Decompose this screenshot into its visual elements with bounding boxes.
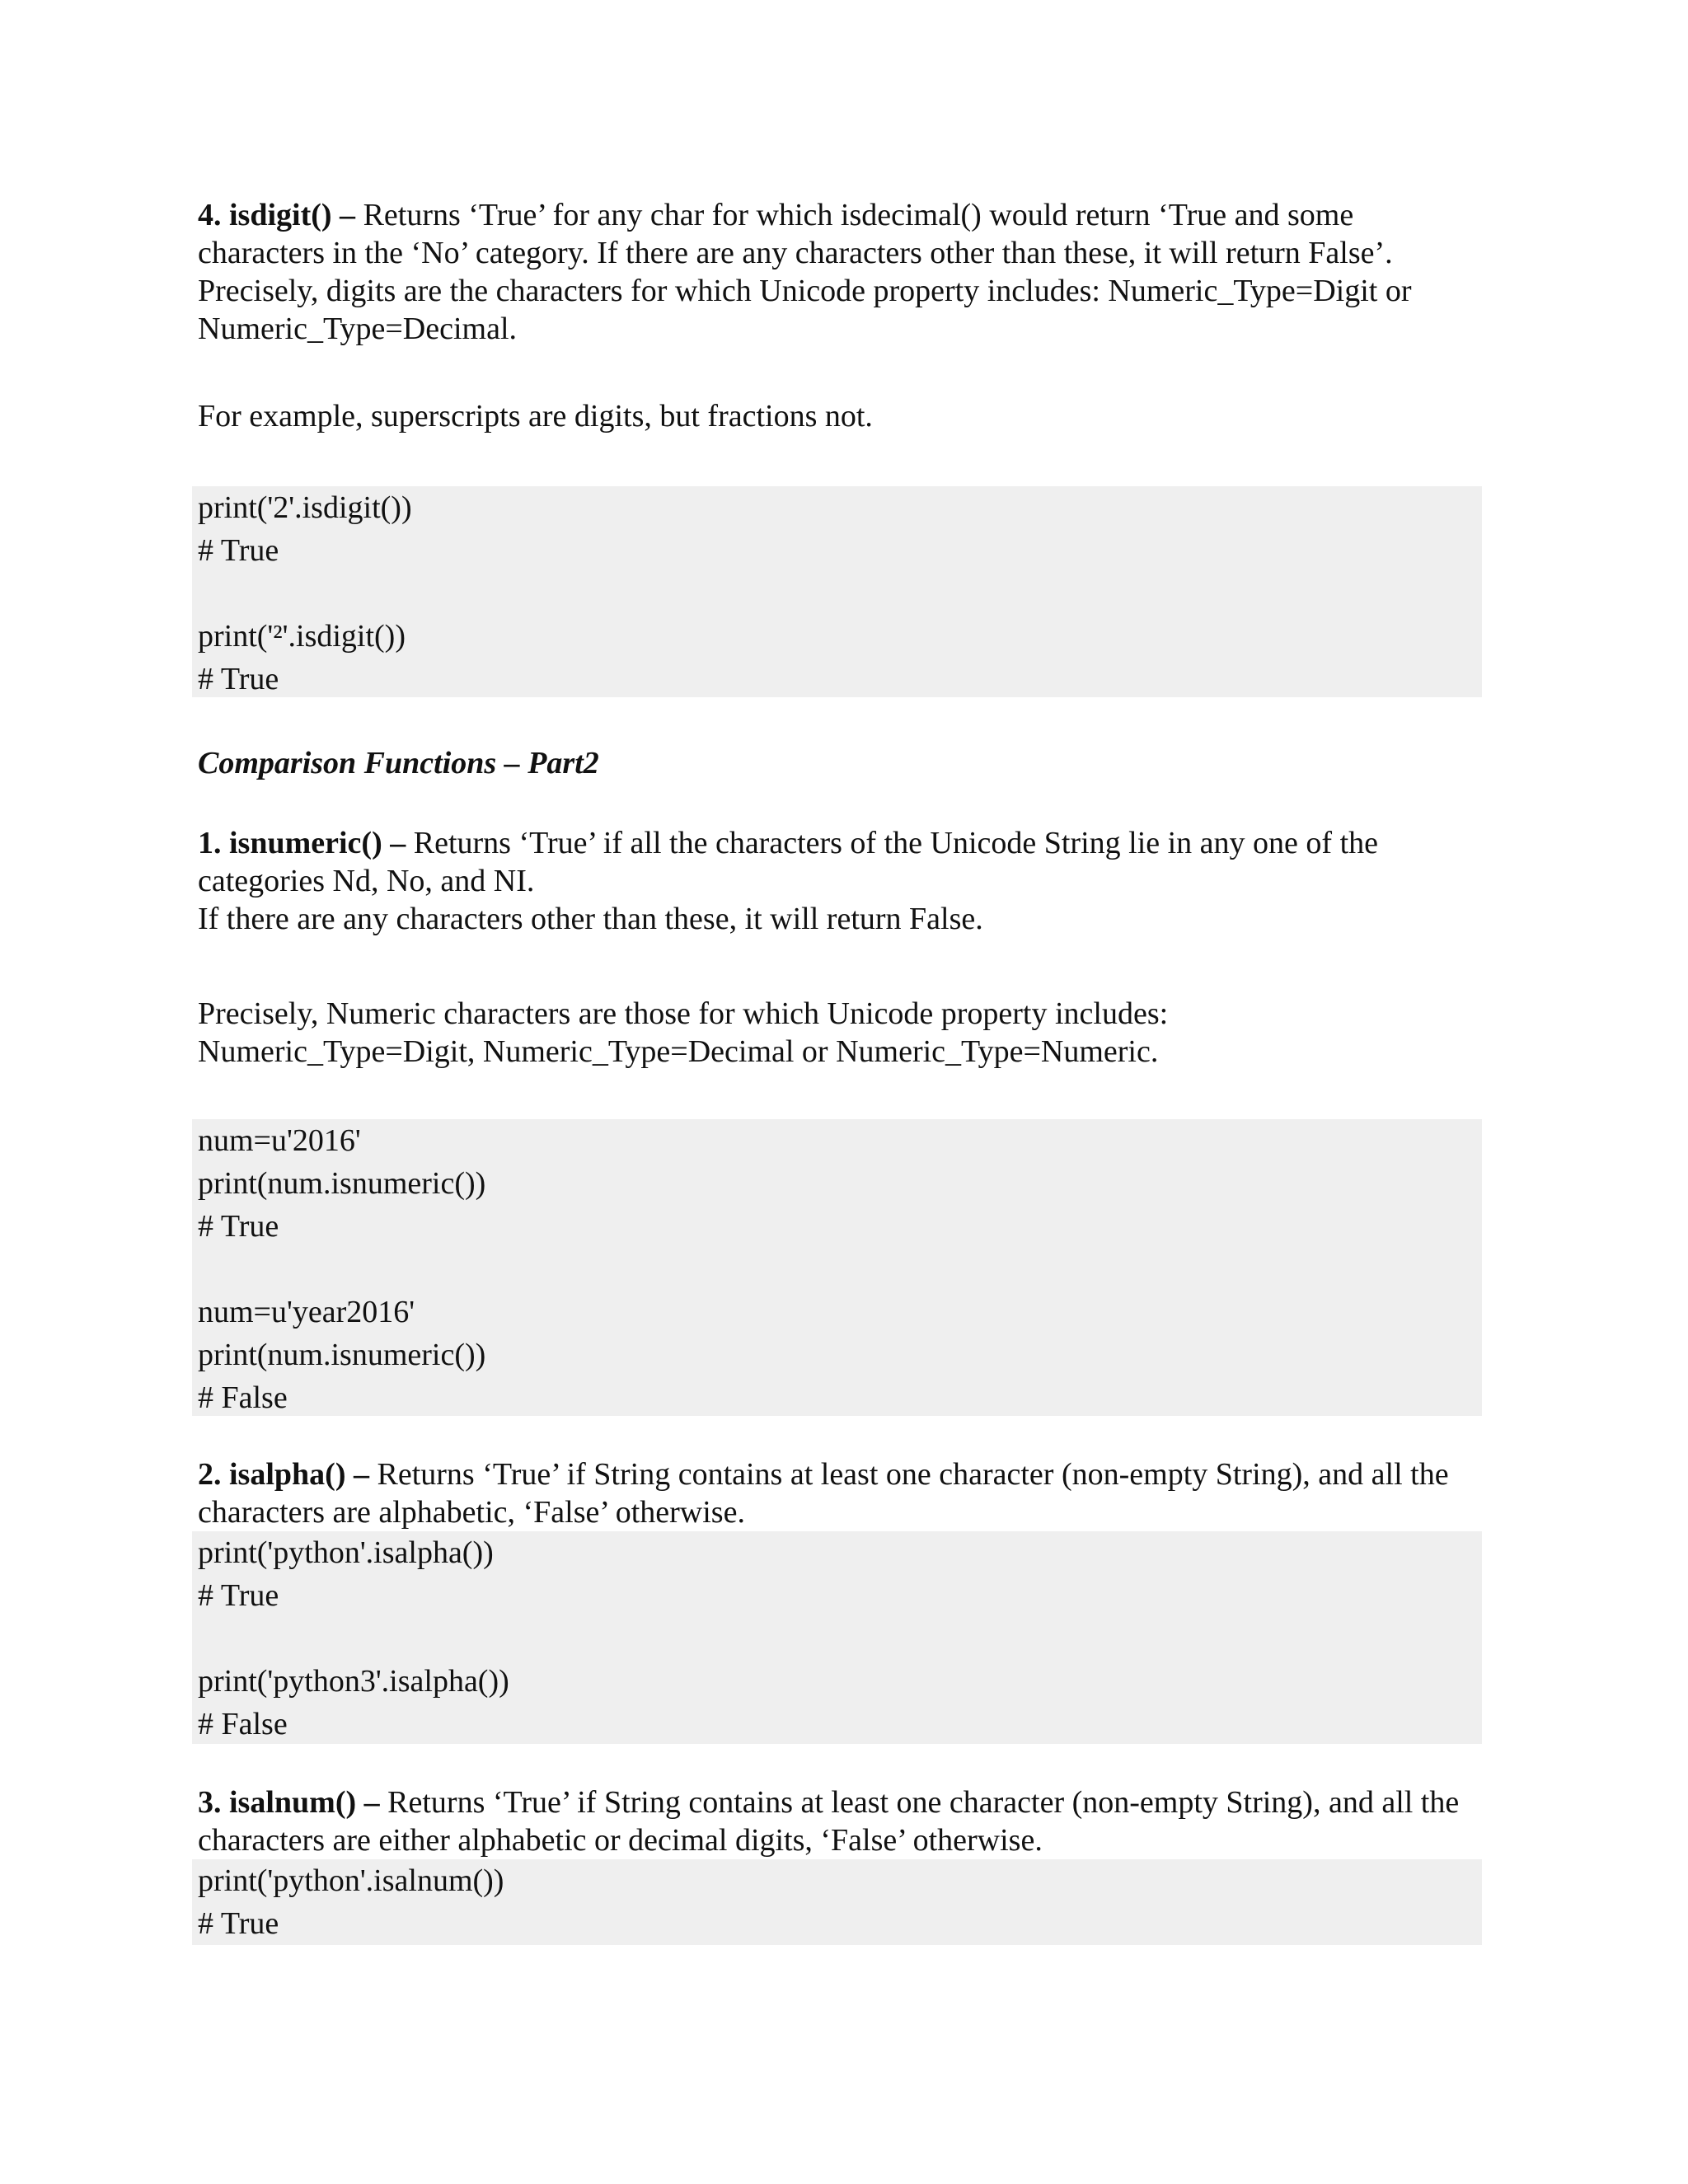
code-line: print('python'.isalpha()) <box>198 1535 494 1570</box>
isalnum-paragraph <box>198 1783 1484 1859</box>
isnumeric-text: Returns ‘True’ if all the characters of the Unicode String lie in any one of the categories Nd, No, and NI. <box>198 826 1378 898</box>
isalpha-code-block <box>192 1531 1482 1744</box>
code-line <box>198 1617 1482 1660</box>
code-line: print('²'.isdigit()) <box>198 619 406 654</box>
isdigit-code-block <box>192 486 1482 697</box>
isnumeric-precise-line2: Numeric_Type=Digit, Numeric_Type=Decimal or Numeric_Type=Numeric. <box>198 1034 1159 1069</box>
code-line: num=u'year2016' <box>198 1295 415 1329</box>
code-line: # True <box>198 1578 279 1613</box>
code-line: print(num.isnumeric()) <box>198 1166 486 1201</box>
isdigit-title: 4. isdigit() – <box>198 198 356 232</box>
isdigit-example: For example, superscripts are digits, but fractions not. <box>198 399 873 434</box>
code-line: # False <box>198 1707 288 1741</box>
isalpha-title: 2. isalpha() – <box>198 1457 369 1492</box>
code-line: # False <box>198 1380 288 1415</box>
code-line <box>198 1248 1482 1291</box>
isnumeric-title: 1. isnumeric() – <box>198 826 406 860</box>
code-line: # True <box>198 662 279 696</box>
code-line: num=u'2016' <box>198 1123 361 1158</box>
isalpha-paragraph <box>198 1455 1484 1531</box>
isalpha-text: Returns ‘True’ if String contains at least one character (non-empty String), and all the characters are alphabetic, ‘False’ otherwise. <box>198 1457 1449 1530</box>
code-line: # True <box>198 1209 279 1244</box>
code-line: # True <box>198 533 279 568</box>
isdigit-text: Returns ‘True’ for any char for which isdecimal() would return ‘True and some characters in the ‘No’ category. If there are any characters other than these, it will return False’. Precisely, digits are the characters for which Unicode property includes: Numeric_Type=Digit or Numeric_Type=Decimal. <box>198 198 1412 346</box>
isalnum-text: Returns ‘True’ if String contains at least one character (non-empty String), and all the characters are either alphabetic or decimal digits, ‘False’ otherwise. <box>198 1785 1460 1858</box>
isnumeric-code-block <box>192 1119 1482 1416</box>
isnumeric-precise <box>198 995 1484 1071</box>
code-line: print('2'.isdigit()) <box>198 490 412 525</box>
isdigit-paragraph <box>198 196 1484 348</box>
code-line: # True <box>198 1906 279 1941</box>
comparison-heading: Comparison Functions – Part2 <box>198 746 599 780</box>
isnumeric-paragraph <box>198 824 1484 938</box>
isnumeric-precise-line1: Precisely, Numeric characters are those for which Unicode property includes: <box>198 996 1169 1031</box>
code-line <box>198 572 1482 615</box>
isalnum-title: 3. isalnum() – <box>198 1785 380 1820</box>
isnumeric-text2: If there are any characters other than these, it will return False. <box>198 902 983 936</box>
code-line: print('python'.isalnum()) <box>198 1863 504 1898</box>
code-line: print(num.isnumeric()) <box>198 1338 486 1372</box>
code-line: print('python3'.isalpha()) <box>198 1664 509 1699</box>
isalnum-code-block <box>192 1859 1482 1945</box>
